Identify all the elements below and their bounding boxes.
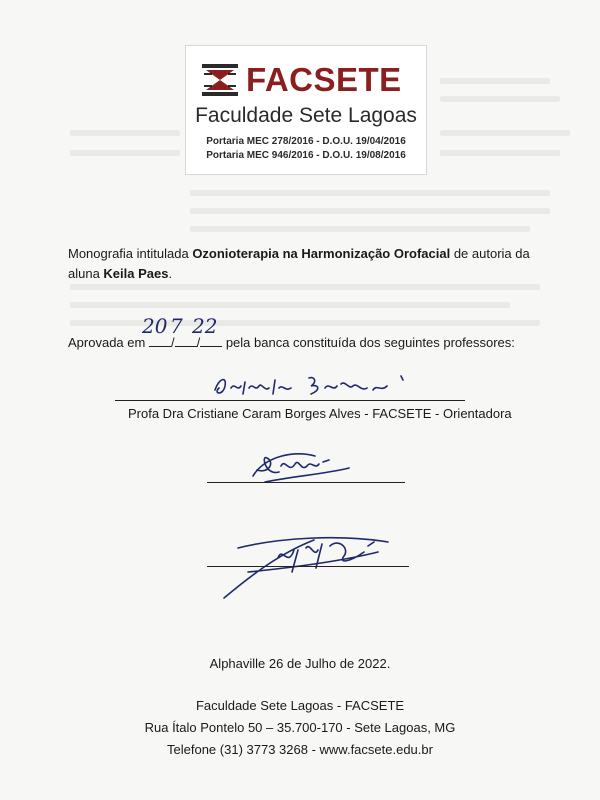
approval-prefix: Aprovada em	[68, 335, 146, 350]
signature-line-2	[207, 482, 405, 483]
portaria-line-1: Portaria MEC 278/2016 - D.O.U. 19/04/2016	[206, 136, 406, 147]
monograph-line-1	[68, 246, 530, 262]
signature-line-1	[115, 400, 465, 401]
approval-line: Aprovada em / / pela banca constituída dos seguintes professores:	[68, 335, 515, 350]
handwritten-month: 7	[170, 314, 183, 338]
signature-line-3	[207, 566, 409, 567]
institution-contact: Telefone (31) 3773 3268 - www.facsete.edu.br	[167, 742, 433, 757]
author-suffix: .	[168, 266, 173, 281]
monograph-title: Ozonioterapia na Harmonização Orofacial	[192, 246, 451, 261]
logo-wordmark: FACSETE	[246, 61, 402, 98]
author-prefix: aluna	[68, 266, 104, 281]
institution-name: Faculdade Sete Lagoas - FACSETE	[195, 698, 405, 713]
author-name: Keila Paes	[103, 266, 169, 281]
signature-3-handwriting	[218, 528, 398, 602]
monograph-prefix: Monografia intitulada	[68, 246, 193, 261]
place-and-date: Alphaville 26 de Julho de 2022.	[209, 656, 391, 671]
institution-address: Rua Ítalo Pontelo 50 – 35.700-170 - Sete Lagoas, MG	[144, 720, 456, 735]
logo-subtitle: Faculdade Sete Lagoas	[195, 104, 417, 127]
signature-1-handwriting	[205, 368, 445, 404]
approval-suffix: pela banca constituída dos seguintes professores:	[225, 335, 515, 350]
signature-1-caption: Profa Dra Cristiane Caram Borges Alves - FACSETE - Orientadora	[128, 406, 512, 421]
facsete-emblem-icon	[200, 60, 240, 100]
handwritten-day: 20	[142, 314, 168, 338]
portaria-line-2: Portaria MEC 946/2016 - D.O.U. 19/08/2016	[206, 150, 406, 161]
monograph-line-2	[68, 266, 172, 282]
signature-2-handwriting	[245, 446, 365, 486]
institution-logo	[185, 45, 427, 175]
handwritten-year: 22	[192, 314, 218, 338]
monograph-suffix: de autoria da	[450, 246, 530, 261]
